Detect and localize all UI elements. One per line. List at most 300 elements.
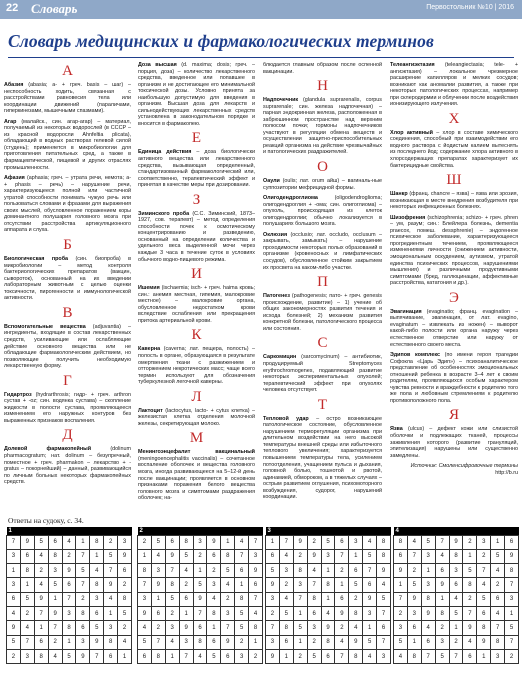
entry-definition: (evaginatio; франц. evagination – выпячивание, эвагинация, от лат. evagino, evaginatum – извлекать из ножен) – выворот какой-либо полости или органа наружу через естественное отверстие или наружу от естественного своего места. [390,308,518,348]
dictionary-entry [263,97,382,156]
grid-cell: 1 [90,549,104,563]
grid-row [138,564,263,578]
grid-cell: 6 [321,649,335,663]
grid-cell: 5 [293,621,307,635]
grid-cell: 1 [449,621,463,635]
grid-row [266,535,391,549]
grid-cell: 8 [321,635,335,649]
grid-cell: 5 [76,564,90,578]
grid-cell: 4 [7,606,21,620]
grid-cell: 3 [421,549,435,563]
sudoku-answer-grid [393,527,519,664]
grid-cell: 6 [207,635,221,649]
grid-cell: 2 [221,592,235,606]
grid-cell: 2 [151,621,165,635]
grid-cell: 6 [249,578,263,592]
grid-cell: 1 [34,621,48,635]
entry-definition: (по имени героя трагедии Софокла «Царь Эдип») – психоаналитическое представление об особенностях эмоциональных отношений ребенка в возрасте 3–4 лет к своим родителям, проявляющихся особым характером чувства ревности и враждебности к родителю того же пола и любовным стремлениям к родителю противоположного пола. [390,352,518,404]
grid-cell: 7 [7,535,21,549]
entry-term: Тепловой удар [263,415,309,422]
grid-cell: 1 [62,635,76,649]
grid-row [7,621,132,635]
grid-cell: 7 [221,621,235,635]
grid-cell: 8 [293,564,307,578]
grid-row [7,564,132,578]
grid-cell: 1 [477,649,491,663]
grid-cell: 4 [235,535,249,549]
grid-cell: 2 [449,635,463,649]
grid-cell: 4 [407,535,421,549]
grid-cell: 2 [435,621,449,635]
grid-row [394,549,519,563]
grid-cell: 8 [279,621,293,635]
grid-cell: 3 [377,649,391,663]
dictionary-entry [390,426,518,459]
section-letter: Ш [446,172,462,189]
grid-cell: 9 [363,592,377,606]
grid-cell: 8 [463,578,477,592]
dictionary-entry [263,232,382,271]
grid-cell: 5 [435,649,449,663]
grid-cell: 2 [307,635,321,649]
grid-cell: 2 [293,649,307,663]
puzzle-number: 4 [394,527,519,535]
grid-row [266,578,391,592]
grid-row [7,649,132,663]
grid-cell: 4 [335,635,349,649]
grid-cell: 1 [491,535,505,549]
answers-caption: Ответы на судоку, с. 34. [8,516,84,525]
grid-cell: 6 [505,535,519,549]
grid-cell: 9 [76,649,90,663]
grid-cell: 5 [151,535,165,549]
grid-cell: 6 [394,549,408,563]
entry-term: Менингоэнцефалит вакцинальный [138,449,255,456]
grid-cell: 3 [491,649,505,663]
grid-cell: 3 [435,635,449,649]
grid-cell: 9 [463,621,477,635]
grid-cell: 5 [48,578,62,592]
section-letter: Е [191,130,202,147]
grid-cell: 7 [449,649,463,663]
grid-cell: 9 [20,535,34,549]
grid-cell: 9 [321,621,335,635]
grid-row [266,564,391,578]
grid-cell: 3 [321,549,335,563]
entry-term: Вспомогательные вещества [4,323,86,330]
grid-cell: 8 [421,592,435,606]
grid-cell: 2 [394,606,408,620]
grid-cell: 1 [421,564,435,578]
grid-cell: 8 [491,635,505,649]
grid-cell: 2 [179,578,193,592]
entry-definition: – остро возникающее патологическое состояние, обусловленное нарушением терморегуляции организма при длительном воздействии на него высокой температуры внешней среды или избыточного теплового увеличения; характеризуется повышением температуры тела, усилением потоотделения, учащением пульса и дыхания, головной болью, тошнотой и рвотой, адинамией, обмороком, а в тяжелых случаях – острым развитием оглушения, психомоторного возбуждения, судорог, нарушений координации. [263,415,382,501]
grid-cell: 7 [104,564,118,578]
grid-cell: 5 [407,578,421,592]
grid-cell: 4 [421,621,435,635]
grid-cell: 4 [34,549,48,563]
grid-cell: 1 [7,564,21,578]
grid-cell: 7 [76,578,90,592]
entry-definition: (С.С. Зиминский, 1873–1927, сов. терапевт) – метод определения способности почек к осмотическому концентрированию и разведению, основанный на определении количества и удельного веса выделенной мочи через каждые 3 часа в течение суток в условиях обычного водно-пищевого режима. [138,210,255,263]
dictionary-entry [4,119,131,171]
grid-cell: 5 [363,549,377,563]
grid-cell: 6 [349,564,363,578]
grid-cell: 9 [104,578,118,592]
grid-cell: 8 [449,549,463,563]
grid-cell: 1 [20,578,34,592]
grid-cell: 6 [266,549,280,563]
grid-cell: 8 [151,649,165,663]
grid-cell: 9 [266,578,280,592]
grid-cell: 5 [505,621,519,635]
grid-cell: 3 [48,564,62,578]
grid-cell: 5 [104,549,118,563]
section-letter: Г [63,372,72,389]
section-letter: Х [448,110,460,127]
grid-cell: 8 [321,578,335,592]
grid-cell: 7 [235,549,249,563]
grid-cell: 6 [449,578,463,592]
grid-cell: 7 [505,578,519,592]
grid-cell: 5 [165,592,179,606]
grid-row [138,549,263,563]
grid-row [138,578,263,592]
grid-cell: 7 [335,649,349,663]
grid-cell: 4 [221,578,235,592]
grid-cell: 3 [90,592,104,606]
grid-cell: 3 [179,635,193,649]
grid-cell: 6 [307,606,321,620]
grid-cell: 7 [463,606,477,620]
section-letter: О [317,159,328,176]
grid-cell: 7 [151,635,165,649]
grid-cell: 2 [7,649,21,663]
grid-cell: 2 [34,564,48,578]
issue-info: Первостольник №10 | 2016 [426,4,514,11]
grid-cell: 3 [279,564,293,578]
grid-cell: 9 [193,592,207,606]
grid-cell: 4 [377,578,391,592]
grid-cell: 6 [151,606,165,620]
grid-cell: 5 [193,578,207,592]
grid-cell: 7 [34,606,48,620]
grid-cell: 8 [377,549,391,563]
grid-row [138,606,263,620]
grid-cell: 4 [118,635,132,649]
grid-cell: 8 [138,564,152,578]
grid-cell: 3 [349,535,363,549]
grid-cell: 5 [235,606,249,620]
grid-cell: 7 [90,649,104,663]
grid-cell: 6 [363,578,377,592]
dictionary-entry [263,293,382,332]
grid-row [266,635,391,649]
grid-cell: 4 [90,564,104,578]
grid-cell: 5 [321,535,335,549]
grid-cell: 8 [349,606,363,620]
section-title: Словарь [31,1,78,16]
grid-cell: 2 [193,549,207,563]
grid-cell: 4 [207,592,221,606]
grid-cell: 2 [76,592,90,606]
grid-cell: 8 [221,549,235,563]
grid-cell: 6 [179,592,193,606]
grid-row [7,592,132,606]
grid-cell: 9 [394,564,408,578]
grid-cell: 8 [505,564,519,578]
grid-cell: 5 [34,535,48,549]
grid-cell: 8 [118,592,132,606]
source-url: http://b.ru [495,469,518,476]
grid-cell: 9 [165,549,179,563]
grid-cell: 2 [293,549,307,563]
grid-cell: 2 [335,564,349,578]
entry-definition: – хлор в составе химического соединения, способный при взаимодействии его водного раствора с йодистым калием вытеснять из последнего йод; содержание хлора активного в хлорсодержащих препаратах характеризует их бактерицидные свойства. [390,129,518,169]
grid-cell: 4 [491,564,505,578]
grid-cell: 3 [477,535,491,549]
entry-definition: (abasia; а- + греч. basis – шаг) – неспособность ходить, связанная с расстройствами равновесия тела или координации движений (параличами, гиперкинезами, мышечными спазмами). [4,82,131,115]
grid-cell: 5 [20,592,34,606]
grid-cell: 5 [463,564,477,578]
grid-cell: 4 [249,606,263,620]
grid-cell: 3 [62,606,76,620]
grid-cell: 4 [307,564,321,578]
dictionary-entry [263,62,382,75]
dictionary-entry [138,211,255,263]
grid-row [7,578,132,592]
dictionary-entry [138,408,255,428]
grid-cell: 1 [48,592,62,606]
grid-cell: 7 [48,621,62,635]
dictionary-entry [390,215,518,287]
grid-cell: 5 [179,549,193,563]
grid-row [394,635,519,649]
grid-cell: 7 [477,564,491,578]
grid-cell: 2 [463,535,477,549]
grid-cell: 1 [266,535,280,549]
grid-cell: 9 [249,564,263,578]
section-letter: Л [191,388,202,405]
grid-row [266,649,391,663]
page-number: 22 [6,2,19,14]
grid-cell: 4 [34,578,48,592]
grid-cell: 1 [118,649,132,663]
entry-definition: (adjuvantia) – ингредиенты, входящие в состав лекарственных средств, усиливающие или ослабляющие действие основного вещества или не обладающие фармакологическим действием, но позволяющие получить необходимую лекарственную форму. [4,323,131,370]
grid-cell: 6 [335,535,349,549]
grid-cell: 2 [118,578,132,592]
entry-term: Единица действия [138,149,192,156]
grid-cell: 9 [7,621,21,635]
grid-cell: 4 [349,621,363,635]
dictionary-entry [138,62,255,127]
grid-cell: 2 [118,621,132,635]
grid-cell: 5 [421,535,435,549]
entry-term: Гидартроз [4,391,32,398]
section-letter: Д [62,427,73,444]
grid-cell: 7 [435,535,449,549]
section-letter: Я [448,407,459,424]
grid-cell: 9 [435,578,449,592]
page-header [0,0,522,19]
grid-cell: 1 [349,549,363,563]
entry-term: Надпочечник [263,97,299,104]
grid-cell: 7 [491,621,505,635]
grid-cell: 3 [505,592,519,606]
grid-cell: 4 [321,606,335,620]
grid-row [7,606,132,620]
grid-cell: 7 [377,635,391,649]
grid-cell: 6 [491,592,505,606]
grid-cell: 3 [207,578,221,592]
dictionary-entry [4,256,131,302]
entry-term: Шанкр [390,191,408,198]
grid-row [138,535,263,549]
grid-row [394,592,519,606]
grid-cell: 1 [165,649,179,663]
dictionary-entry [4,175,131,234]
grid-cell: 4 [151,549,165,563]
grid-row [394,578,519,592]
grid-cell: 9 [90,635,104,649]
entry-definition: блюдается главным образом после оспенной вакцинации. [263,62,382,75]
grid-cell: 9 [179,621,193,635]
dictionary-entry [263,354,382,393]
grid-cell: 8 [235,592,249,606]
grid-cell: 3 [20,649,34,663]
grid-cell: 1 [321,592,335,606]
dictionary-entry [4,324,131,370]
puzzle-number: 1 [7,527,132,535]
grid-cell: 6 [20,549,34,563]
grid-cell: 9 [221,635,235,649]
entry-term: Оаули [263,178,280,185]
grid-cell: 6 [421,635,435,649]
grid-cell: 1 [279,649,293,663]
grid-cell: 8 [394,535,408,549]
grid-cell: 3 [7,578,21,592]
grid-cell: 7 [307,578,321,592]
grid-cell: 6 [7,592,21,606]
grid-cell: 8 [179,535,193,549]
grid-cell: 4 [449,592,463,606]
grid-cell: 6 [48,535,62,549]
dictionary-entry [4,392,131,425]
grid-cell: 1 [76,535,90,549]
grid-cell: 8 [62,621,76,635]
section-letter: З [192,191,201,208]
grid-cell: 6 [34,635,48,649]
grid-cell: 8 [349,649,363,663]
grid-cell: 2 [266,606,280,620]
grid-cell: 5 [279,606,293,620]
grid-cell: 1 [249,635,263,649]
grid-cell: 1 [293,635,307,649]
article-title: Словарь медицинских и фармакологических терминов [8,31,434,51]
grid-cell: 8 [377,535,391,549]
grid-cell: 3 [193,535,207,549]
grid-cell: 9 [421,606,435,620]
grid-cell: 1 [363,621,377,635]
section-letter: С [317,335,328,352]
grid-cell: 8 [20,564,34,578]
grid-cell: 1 [463,549,477,563]
grid-cell: 6 [407,621,421,635]
grid-cell: 8 [407,649,421,663]
grid-row [138,592,263,606]
grid-cell: 2 [307,535,321,549]
grid-cell: 8 [193,635,207,649]
grid-cell: 8 [249,621,263,635]
grid-cell: 9 [138,606,152,620]
grid-cell: 2 [505,649,519,663]
section-letter: Э [449,289,459,306]
entry-term: Патогенез [263,293,290,300]
grid-row [7,635,132,649]
entry-definition: (ischaemia; isch- + греч. haima кровь; син.: анемия местная, гипемия, малокровие местное) – малокровие органа, обусловленное недостатком крови вследствие ослабления или прекращения притока артериальной крови. [138,285,255,324]
grid-cell: 9 [118,549,132,563]
grid-cell: 4 [62,535,76,549]
grid-cell: 9 [407,592,421,606]
entry-definition: (sarcomycinum) – антибиотик, продуцируемый Streptomyces erythrochromogenes, подавляющий развитие некоторых экспериментальных опухолей; терапевтический эффект при опухолях человека отсутствует. [263,354,382,394]
grid-row [266,549,391,563]
grid-cell: 6 [435,564,449,578]
entry-term: Хлор активный [390,129,433,136]
grid-row [394,649,519,663]
source-credit: Источник: Смоленсифровочные термины [410,463,518,470]
grid-cell: 7 [266,621,280,635]
entry-term: Олигодендроглиома [263,195,318,202]
grid-cell: 9 [293,535,307,549]
grid-cell: 2 [249,649,263,663]
grid-cell: 4 [463,635,477,649]
grid-cell: 5 [307,649,321,663]
grid-cell: 3 [165,621,179,635]
grid-cell: 7 [249,592,263,606]
entry-definition: (occlusio; лат. occludo, occlusum – закрывать, замыкать) – нарушение проходимости некоторых полых образований в организме (кровеносных и лимфатических сосудов), обусловленное стойким закрытием их просвета на каком-либо участке. [263,231,382,271]
grid-cell: 5 [90,621,104,635]
grid-cell: 8 [477,621,491,635]
grid-cell: 7 [407,549,421,563]
entry-definition: (малайск., син. агар-агар) – материал, получаемый из некоторых водорослей (в СССР – из красной водоросли Ahnfeltia plicata), обладающий в водных растворах гелевой силой (студень); применяется в микробиологии для приготовления питательных сред, а также в фармацевтической, пищевой и других отраслях промышленности. [4,118,131,171]
grid-cell: 5 [138,635,152,649]
grid-cell: 4 [165,635,179,649]
grid-cell: 2 [477,549,491,563]
grid-cell: 6 [235,564,249,578]
grid-row [266,606,391,620]
grid-cell: 5 [477,592,491,606]
entry-definition: (lactocytus, lacto- + cytus клетка) – железистая клетка отделения молочной железы, секретирующая молоко. [138,407,255,427]
grid-cell: 4 [477,578,491,592]
entry-definition: (pathogenesis; пато- + греч. genesis происхождение, развитие) – 1) учение об общих закономерностях развития течения и исхода болезней; 2) механизм развития конкретной болезни, патологического процесса или состояния. [263,293,382,332]
entry-term: Эвагинация [390,308,422,315]
grid-cell: 5 [207,649,221,663]
entry-term: Биологическая проба [4,256,69,263]
grid-cell: 2 [165,606,179,620]
grid-cell: 1 [179,606,193,620]
entry-definition: (meningoencephalitis vaccinalis) – сочетанное воспаление оболочек и вещества головного мозга, иногда развивающееся на 5–12-й день после вакцинации; проявляется в основном признаками поражения белого вещества головного мозга и симптомами раздражения оболочек; на- [138,455,255,502]
grid-row [138,621,263,635]
grid-cell: 1 [151,592,165,606]
grid-cell: 3 [394,621,408,635]
entry-definition: (син. биопроба) в микробиологии – метод контроля бактериологических препаратов (вакцин, сывороток), основанный на их введении лабораторным животным с целью оценки токсичности, пирогенности и иммунологической активности. [4,256,131,302]
grid-cell: 4 [193,649,207,663]
grid-row [138,635,263,649]
grid-cell: 2 [407,564,421,578]
entry-definition: (dolinum pharmacogratum; нат. dolinum – безупречный, поместное + греч. pharmakon – лекарство + -gratus – покорнейший) – данный, развивающийся по личным больных некоторых фармакопейных средств. [4,446,131,486]
grid-cell: 4 [48,649,62,663]
grid-cell: 3 [221,606,235,620]
